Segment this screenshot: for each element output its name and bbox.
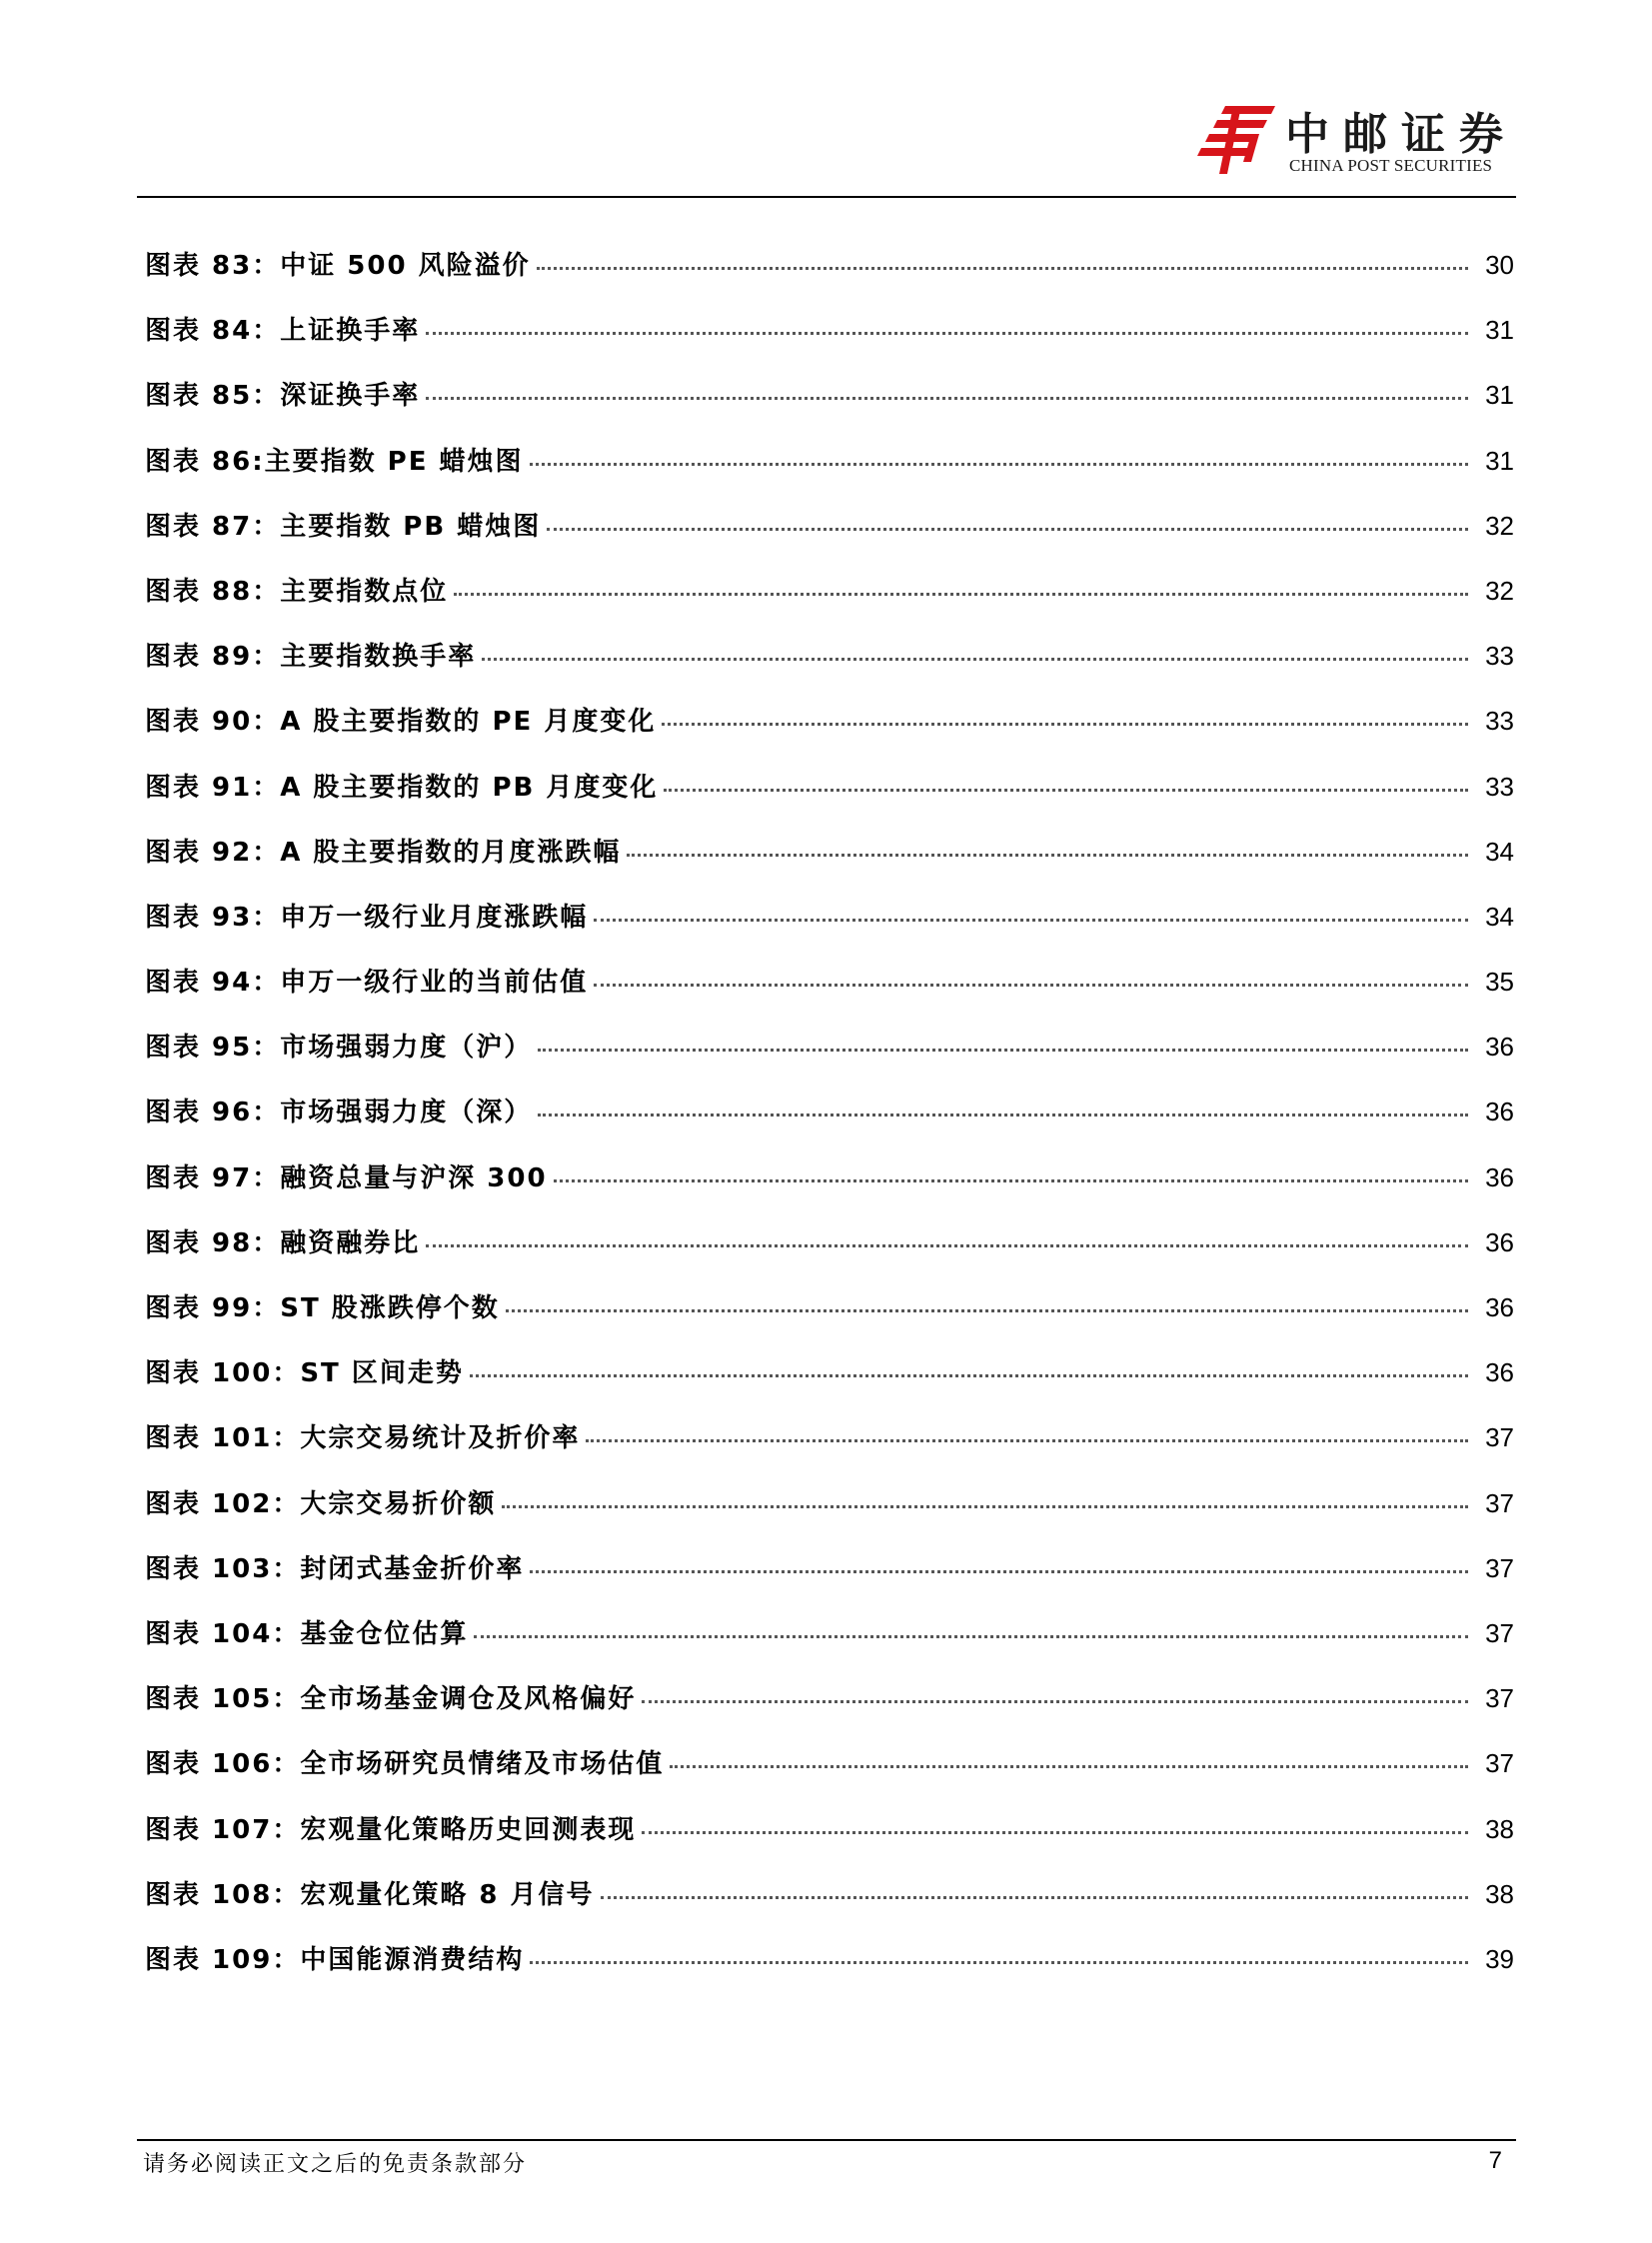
toc-entry-page: 36 [1485,1357,1514,1388]
toc-entry-page: 32 [1485,575,1514,606]
toc-dot-leader [530,1570,1468,1573]
toc-entry-page: 34 [1485,901,1514,932]
toc-dot-leader [547,528,1468,531]
toc-entry[interactable] [145,375,1514,440]
toc-entry-title: 图表 100：ST 区间走势 [145,1358,464,1389]
toc-entry-title: 图表 109：中国能源消费结构 [145,1944,525,1975]
toc-entry-title: 图表 94：申万一级行业的当前估值 [145,968,589,999]
toc-entry-page: 36 [1485,1097,1514,1127]
toc-entry-page: 37 [1485,1552,1514,1583]
toc-entry-page: 33 [1485,641,1514,672]
toc-entry-title: 图表 104：基金仓位估算 [145,1618,469,1649]
toc-entry-title: 图表 90：A 股主要指数的 PE 月度变化 [145,707,657,738]
toc-dot-leader [530,463,1468,466]
toc-entry-title: 图表 92：A 股主要指数的月度涨跌幅 [145,837,622,868]
brand-name-cn: 中邮证券 [1285,109,1517,160]
toc-entry[interactable] [145,1287,1514,1352]
toc-entry-title: 图表 108：宏观量化策略 8 月信号 [145,1879,595,1910]
toc-entry[interactable] [145,310,1514,375]
toc-entry[interactable] [145,1939,1514,2004]
toc-entry-title: 图表 107：宏观量化策略历史回测表现 [145,1814,637,1845]
toc-dot-leader [482,658,1468,661]
toc-entry[interactable] [145,1222,1514,1287]
brand-name-en: CHINA POST SECURITIES [1289,156,1493,175]
toc-entry-title: 图表 83：中证 500 风险溢价 [145,251,531,281]
toc-entry-title: 图表 101：大宗交易统计及折价率 [145,1423,581,1454]
figure-index-list [145,245,1514,2004]
toc-entry[interactable] [145,1157,1514,1222]
toc-dot-leader [426,1244,1468,1247]
toc-dot-leader [538,1049,1468,1052]
toc-entry-page: 37 [1485,1422,1514,1453]
toc-entry[interactable] [145,636,1514,701]
footer-divider [137,2139,1516,2141]
toc-entry[interactable] [145,832,1514,897]
toc-entry-page: 30 [1485,250,1514,280]
toc-entry-title: 图表 93：申万一级行业月度涨跌幅 [145,902,589,933]
toc-entry-title: 图表 102：大宗交易折价额 [145,1488,497,1519]
toc-entry-title: 图表 103：封闭式基金折价率 [145,1553,525,1584]
toc-entry-title: 图表 91：A 股主要指数的 PB 月度变化 [145,772,659,803]
toc-entry-title: 图表 86:主要指数 PE 蜡烛图 [145,446,524,477]
toc-entry-page: 36 [1485,1032,1514,1063]
toc-dot-leader [474,1635,1468,1638]
toc-entry[interactable] [145,767,1514,832]
toc-entry-page: 36 [1485,1161,1514,1192]
toc-entry[interactable] [145,1874,1514,1939]
disclaimer-note: 请务必阅读正文之后的免责条款部分 [143,2152,528,2177]
toc-entry-page: 37 [1485,1748,1514,1779]
toc-entry-page: 32 [1485,510,1514,541]
toc-entry[interactable] [145,506,1514,571]
toc-entry[interactable] [145,1743,1514,1808]
china-post-logo-icon [1197,102,1275,174]
toc-dot-leader [662,723,1468,726]
toc-entry[interactable] [145,441,1514,506]
toc-dot-leader [537,267,1468,270]
toc-entry[interactable] [145,1678,1514,1743]
toc-dot-leader [426,397,1468,400]
toc-entry[interactable] [145,1417,1514,1482]
toc-entry[interactable] [145,897,1514,962]
toc-dot-leader [601,1896,1468,1899]
toc-entry-page: 37 [1485,1487,1514,1518]
toc-dot-leader [426,332,1468,335]
toc-entry-page: 31 [1485,445,1514,476]
header-divider [137,196,1516,198]
toc-entry[interactable] [145,1352,1514,1417]
toc-entry-title: 图表 98：融资融券比 [145,1227,421,1258]
toc-entry[interactable] [145,1483,1514,1548]
toc-entry-title: 图表 96：市场强弱力度（深） [145,1098,533,1128]
toc-entry-title: 图表 85：深证换手率 [145,381,421,412]
toc-dot-leader [502,1505,1468,1508]
toc-dot-leader [594,984,1468,987]
china-post-securities-logo [1197,98,1517,178]
page-header [0,0,1652,200]
toc-entry[interactable] [145,1027,1514,1092]
toc-entry-page: 31 [1485,380,1514,411]
toc-entry-title: 图表 87：主要指数 PB 蜡烛图 [145,511,542,542]
toc-dot-leader [664,789,1468,792]
toc-entry[interactable] [145,1092,1514,1156]
toc-entry-title: 图表 97：融资总量与沪深 300 [145,1162,548,1193]
toc-entry-page: 35 [1485,967,1514,998]
toc-entry-title: 图表 88：主要指数点位 [145,576,449,607]
toc-entry[interactable] [145,1548,1514,1613]
toc-entry[interactable] [145,571,1514,636]
toc-entry-title: 图表 106：全市场研究员情绪及市场估值 [145,1749,665,1780]
toc-entry-page: 36 [1485,1292,1514,1322]
toc-entry-page: 33 [1485,706,1514,737]
toc-entry-page: 37 [1485,1617,1514,1648]
toc-entry-title: 图表 105：全市场基金调仓及风格偏好 [145,1684,637,1715]
toc-dot-leader [594,919,1468,922]
toc-entry-page: 34 [1485,836,1514,867]
toc-entry[interactable] [145,701,1514,766]
toc-dot-leader [530,1961,1468,1964]
toc-entry-title: 图表 99：ST 股涨跌停个数 [145,1293,500,1323]
toc-dot-leader [506,1309,1468,1312]
toc-entry-title: 图表 95：市场强弱力度（沪） [145,1033,533,1064]
toc-dot-leader [470,1374,1468,1377]
toc-entry-page: 38 [1485,1813,1514,1844]
toc-entry-page: 31 [1485,315,1514,346]
toc-dot-leader [642,1831,1468,1834]
toc-entry[interactable] [145,1613,1514,1678]
toc-entry[interactable] [145,1809,1514,1874]
toc-entry-title: 图表 89：主要指数换手率 [145,642,477,673]
toc-entry-page: 37 [1485,1683,1514,1714]
toc-dot-leader [554,1179,1468,1182]
toc-dot-leader [642,1700,1468,1703]
toc-entry-page: 36 [1485,1226,1514,1257]
toc-dot-leader [627,854,1468,857]
toc-dot-leader [454,593,1468,596]
toc-entry[interactable] [145,962,1514,1027]
toc-entry-page: 39 [1485,1943,1514,1974]
page-number: 7 [1488,2147,1502,2174]
toc-entry[interactable] [145,245,1514,310]
toc-entry-page: 33 [1485,771,1514,802]
toc-dot-leader [538,1114,1468,1117]
toc-dot-leader [670,1765,1468,1768]
toc-dot-leader [586,1439,1468,1442]
toc-entry-title: 图表 84：上证换手率 [145,316,421,347]
toc-entry-page: 38 [1485,1878,1514,1909]
